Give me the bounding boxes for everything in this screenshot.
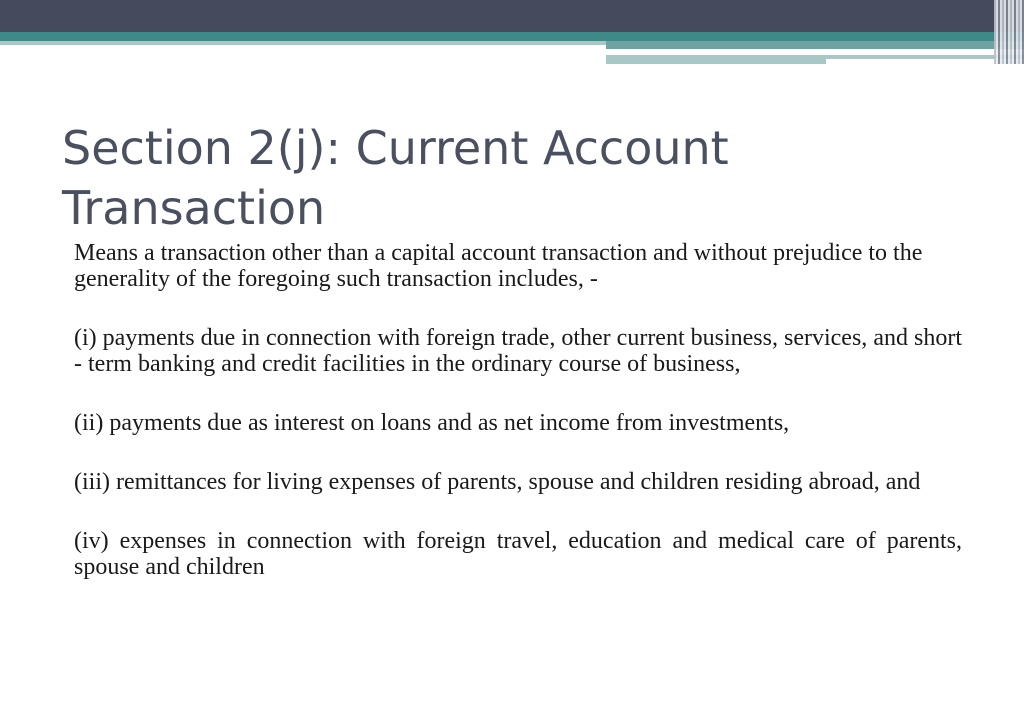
header-band-right-gap xyxy=(606,50,948,54)
header-band-light xyxy=(0,41,606,45)
list-item-iii: (iii) remittances for living expenses of parents, spouse and children residing abroad, and xyxy=(74,469,921,495)
header-band-right-lower xyxy=(606,55,826,64)
list-item-i: (i) payments due in connection with foreign trade, other current business, services, and short - term banking and credit facilities in the ordinary course of business, xyxy=(74,325,962,377)
list-item-iv: (iv) expenses in connection with foreign travel, education and medical care of parents, spouse and children xyxy=(74,528,962,580)
header-band-right xyxy=(606,41,1024,49)
header-band-teal xyxy=(0,32,1024,41)
list-item-ii: (ii) payments due as interest on loans and as net income from investments, xyxy=(74,410,790,436)
corner-stripes-decoration xyxy=(994,0,1024,64)
slide-title: Section 2(j): Current Account Transaction xyxy=(62,121,729,235)
slide-body xyxy=(74,240,962,613)
header-band-dark xyxy=(0,0,1024,32)
intro-paragraph: Means a transaction other than a capital account transaction and without prejudice to the generality of the foregoing such transaction includes, - xyxy=(74,240,923,292)
